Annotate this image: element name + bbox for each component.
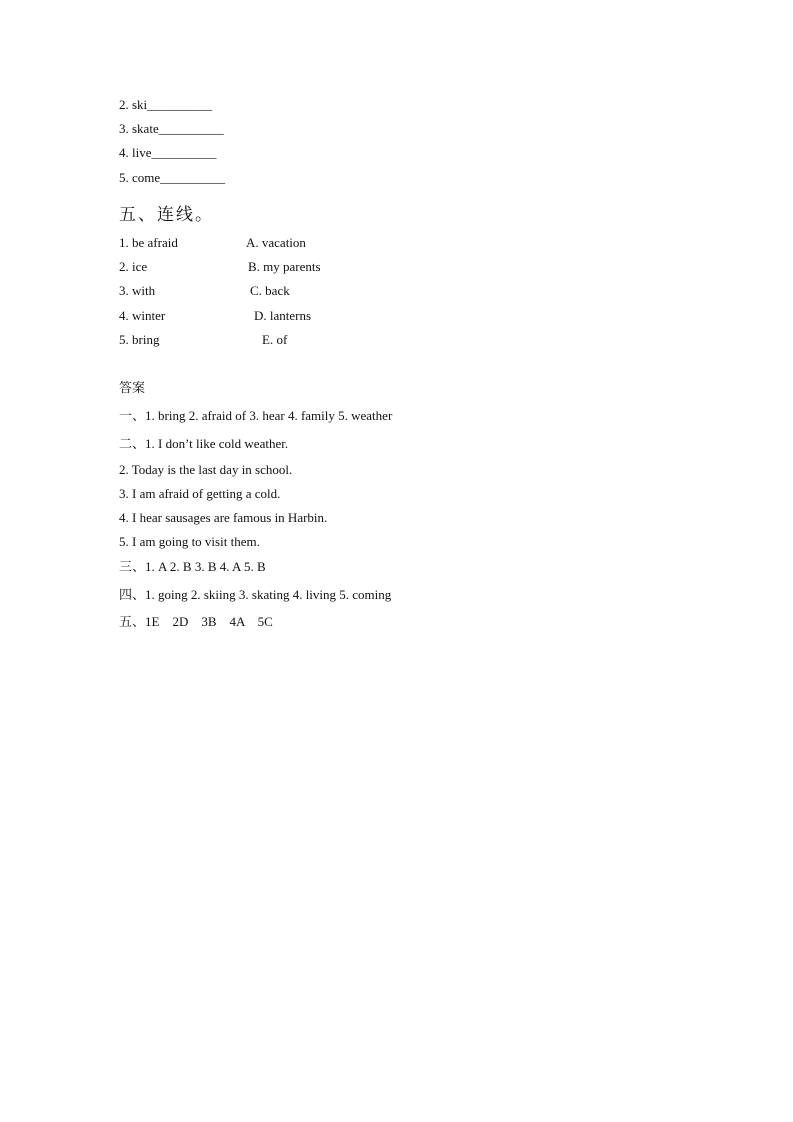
match-left-item: 2. ice bbox=[119, 259, 148, 274]
match-right-item: E. of bbox=[262, 332, 288, 347]
answer-line: 3. I am afraid of getting a cold. bbox=[119, 486, 281, 501]
answer-line: 四、1. going 2. skiing 3. skating 4. living 5. coming bbox=[119, 587, 392, 602]
fill-item: 3. skate__________ bbox=[119, 121, 224, 136]
fill-item: 2. ski__________ bbox=[119, 97, 213, 112]
answer-line: 一、1. bring 2. afraid of 3. hear 4. family 5. weather bbox=[119, 408, 393, 423]
answer-line: 5. I am going to visit them. bbox=[119, 534, 260, 549]
answer-line: 4. I hear sausages are famous in Harbin. bbox=[119, 510, 328, 525]
answer-line: 二、1. I don’t like cold weather. bbox=[119, 436, 289, 451]
match-right-item: B. my parents bbox=[248, 259, 321, 274]
match-left-item: 1. be afraid bbox=[119, 235, 178, 250]
answer-line: 五、1E 2D 3B 4A 5C bbox=[119, 614, 273, 629]
match-right-item: C. back bbox=[250, 283, 290, 298]
answers-title: 答案 bbox=[119, 381, 146, 396]
match-right-item: A. vacation bbox=[246, 235, 306, 250]
match-left-item: 5. bring bbox=[119, 332, 160, 347]
section-heading: 五、连线。 bbox=[119, 205, 214, 225]
fill-item: 4. live__________ bbox=[119, 145, 217, 160]
answer-line: 三、1. A 2. B 3. B 4. A 5. B bbox=[119, 559, 266, 574]
answer-line: 2. Today is the last day in school. bbox=[119, 462, 293, 477]
fill-item: 5. come__________ bbox=[119, 170, 226, 185]
match-left-item: 4. winter bbox=[119, 308, 166, 323]
match-left-item: 3. with bbox=[119, 283, 156, 298]
match-right-item: D. lanterns bbox=[254, 308, 312, 323]
